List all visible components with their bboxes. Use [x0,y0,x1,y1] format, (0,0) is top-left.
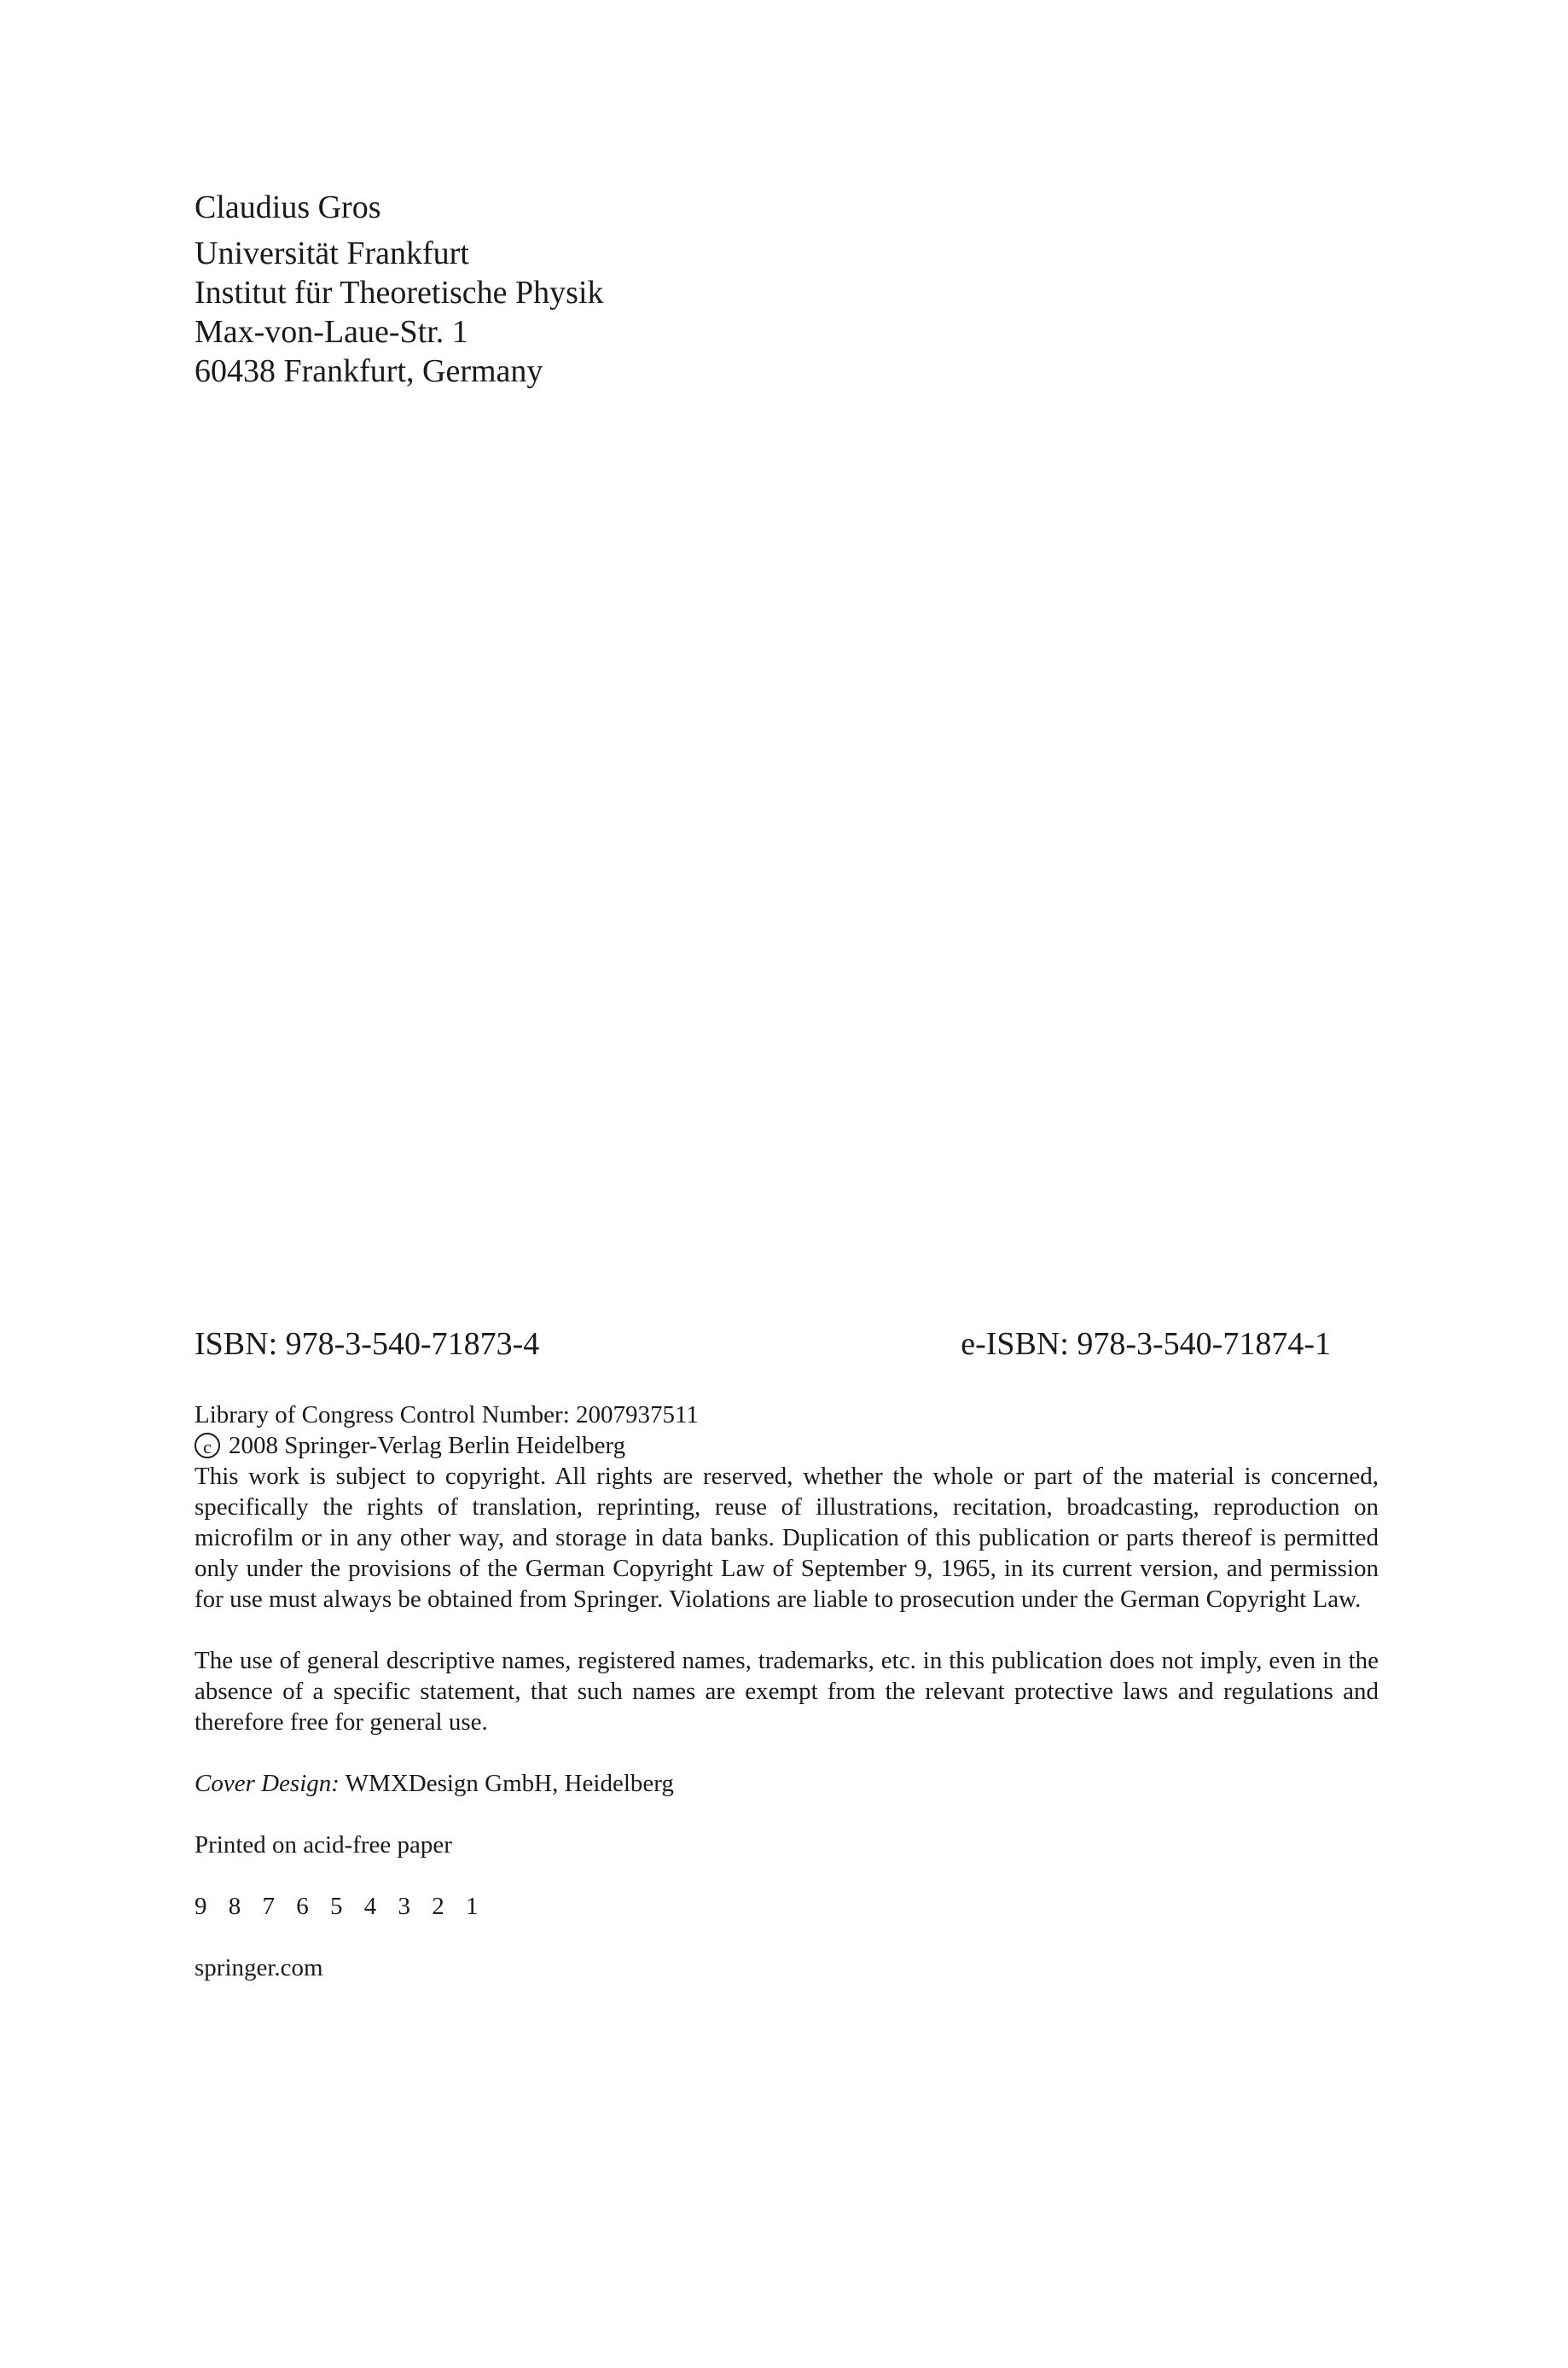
isbn-print: ISBN: 978-3-540-71873-4 [195,1326,540,1362]
print-line: 9 8 7 6 5 4 3 2 1 [195,1893,480,1920]
paper-note: Printed on acid-free paper [195,1831,452,1859]
author-block [195,188,604,391]
library-of-congress-number: Library of Congress Control Number: 2007937511 [195,1401,699,1428]
isbn-row [195,1324,1331,1364]
copyright-text: 2008 Springer-Verlag Berlin Heidelberg [229,1432,626,1459]
address-university: Universität Frankfurt [195,236,469,271]
cover-design-label: Cover Design: [195,1770,340,1797]
address-institute: Institut für Theoretische Physik [195,275,604,311]
cover-design-value: WMXDesign GmbH, Heidelberg [339,1770,674,1797]
trademarks-paragraph: The use of general descriptive names, registered names, trademarks, etc. in this publication does not imply, even in the absence of a specific statement, that such names are exempt from the relevant protective laws and regulations and therefore free for general use. [195,1647,1379,1736]
cover-design-line [195,1768,1379,1799]
author-name: Claudius Gros [195,189,381,225]
imprint-block [195,1399,1379,1983]
rights-paragraph: This work is subject to copyright. All rights are reserved, whether the whole or part of the material is concerned, specifically the rights of translation, reprinting, reuse of illustrations, recitation, broadcasting, reproduction on microfilm or in any other way, and storage in data banks. Duplication of this publication or parts thereof is permitted only under the provisions of the German Copyright Law of September 9, 1965, in its current version, and permission for use must always be obtained from Springer. Violations are liable to prosecution under the German Copyright Law. [195,1463,1379,1613]
address-street: Max-von-Laue-Str. 1 [195,314,468,350]
copyright-icon: c [195,1433,220,1458]
isbn-electronic: e-ISBN: 978-3-540-71874-1 [961,1326,1331,1362]
address-city: 60438 Frankfurt, Germany [195,353,543,389]
website-text: springer.com [195,1954,323,1981]
copyright-line [195,1430,1379,1461]
